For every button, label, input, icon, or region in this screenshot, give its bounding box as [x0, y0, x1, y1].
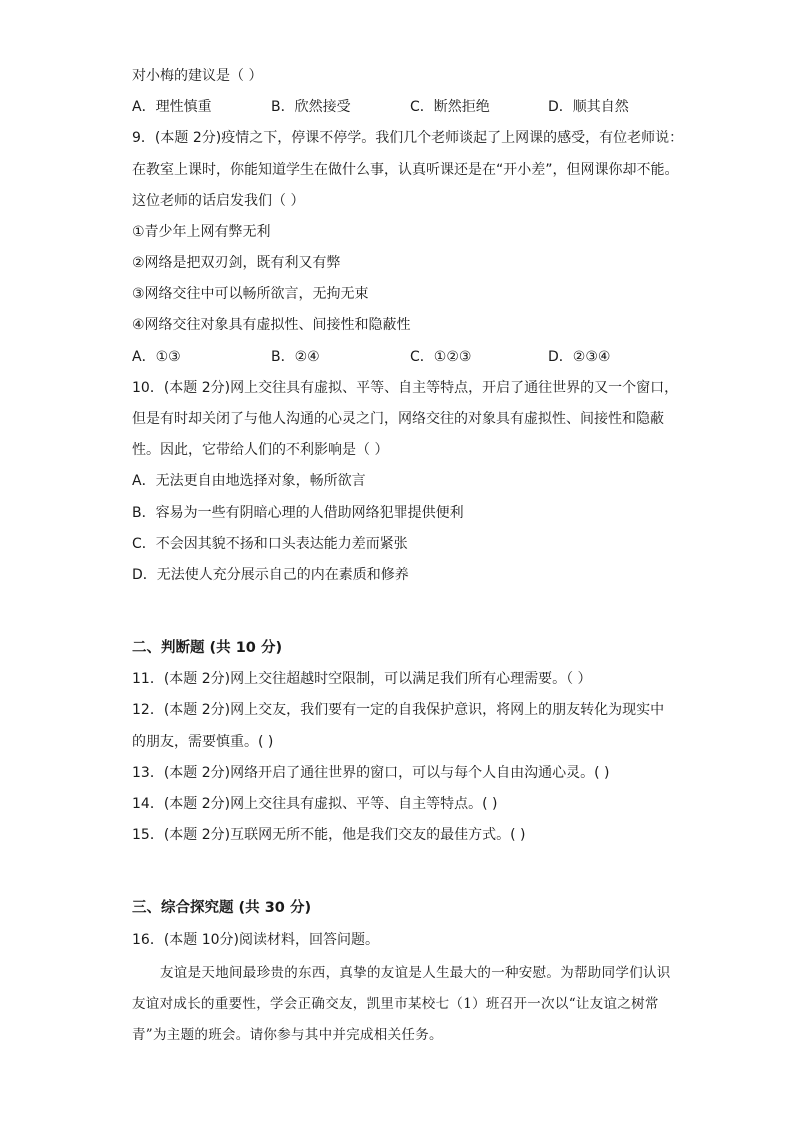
q15: 15．(本题 2分)互联网无所不能，他是我们交友的最佳方式。( ) [132, 827, 526, 843]
q9-statement-1: ①青少年上网有弊无利 [132, 224, 271, 240]
q11: 11．(本题 2分)网上交往超越时空限制，可以满足我们所有心理需要。（ ） [132, 671, 592, 687]
section-3-title: 三、综合探究题 (共 30 分) [132, 900, 312, 916]
q9-statement-2: ②网络是把双刃剑，既有利又有弊 [132, 255, 341, 271]
q10-line-2: 但是有时却关闭了与他人沟通的心灵之门，网络交往的对象具有虚拟性、间接性和隐蔽 [132, 411, 664, 427]
q10-option-d: D．无法使人充分展示自己的内在素质和修养 [132, 567, 409, 583]
q10-option-b: B．容易为一些有阴暗心理的人借助网络犯罪提供便利 [132, 505, 464, 521]
q8-option-a: A．理性慎重 [132, 99, 212, 115]
q9-line-3: 这位老师的话启发我们（ ） [132, 193, 305, 209]
q10-option-c: C．不会因其貌不扬和口头表达能力差而紧张 [132, 536, 408, 552]
q16-material: 友谊是天地间最珍贵的东西，真挚的友谊是人生最大的一种安慰。为帮助同学们认识友谊对成长的重要性，学会正确交友，凯里市某校七（1）班召开一次以“让友谊之树常青”为主题的班会。请你参与其中并完成相关任务。 [132, 965, 671, 1043]
q8-option-b: B．欣然接受 [271, 99, 351, 115]
q12-line-1: 12．(本题 2分)网上交友，我们要有一定的自我保护意识，将网上的朋友转化为现实中 [132, 702, 665, 718]
q9-option-d: D．②③④ [548, 349, 611, 365]
q9-option-b: B．②④ [271, 349, 320, 365]
q9-line-1: 9．(本题 2分)疫情之下，停课不停学。我们几个老师谈起了上网课的感受，有位老师说： [132, 130, 684, 146]
q8-option-d: D．顺其自然 [548, 99, 629, 115]
q9-line-2: 在教室上课时，你能知道学生在做什么事，认真听课还是在“开小差”，但网课你却不能。 [132, 162, 679, 178]
q12-line-2: 的朋友，需要慎重。( ) [132, 734, 274, 750]
q9-option-c: C．①②③ [410, 349, 472, 365]
q8-tail: 对小梅的建议是（ ） [132, 68, 263, 84]
q9-option-a: A．①③ [132, 349, 181, 365]
q16: 16．(本题 10分)阅读材料，回答问题。 [132, 932, 380, 948]
q13: 13．(本题 2分)网络开启了通往世界的窗口，可以与每个人自由沟通心灵。( ) [132, 765, 610, 781]
q9-statement-3: ③网络交往中可以畅所欲言，无拘无束 [132, 286, 369, 302]
q10-option-a: A．无法更自由地选择对象，畅所欲言 [132, 473, 366, 489]
q14: 14．(本题 2分)网上交往具有虚拟、平等、自主等特点。( ) [132, 796, 498, 812]
section-2-title: 二、判断题 (共 10 分) [132, 640, 283, 656]
q10-line-1: 10．(本题 2分)网上交往具有虚拟、平等、自主等特点，开启了通往世界的又一个窗口， [132, 380, 679, 396]
q8-option-c: C．断然拒绝 [410, 99, 490, 115]
q10-line-3: 性。因此，它带给人们的不利影响是（ ） [132, 442, 389, 458]
q9-statement-4: ④网络交往对象具有虚拟性、间接性和隐蔽性 [132, 317, 411, 333]
